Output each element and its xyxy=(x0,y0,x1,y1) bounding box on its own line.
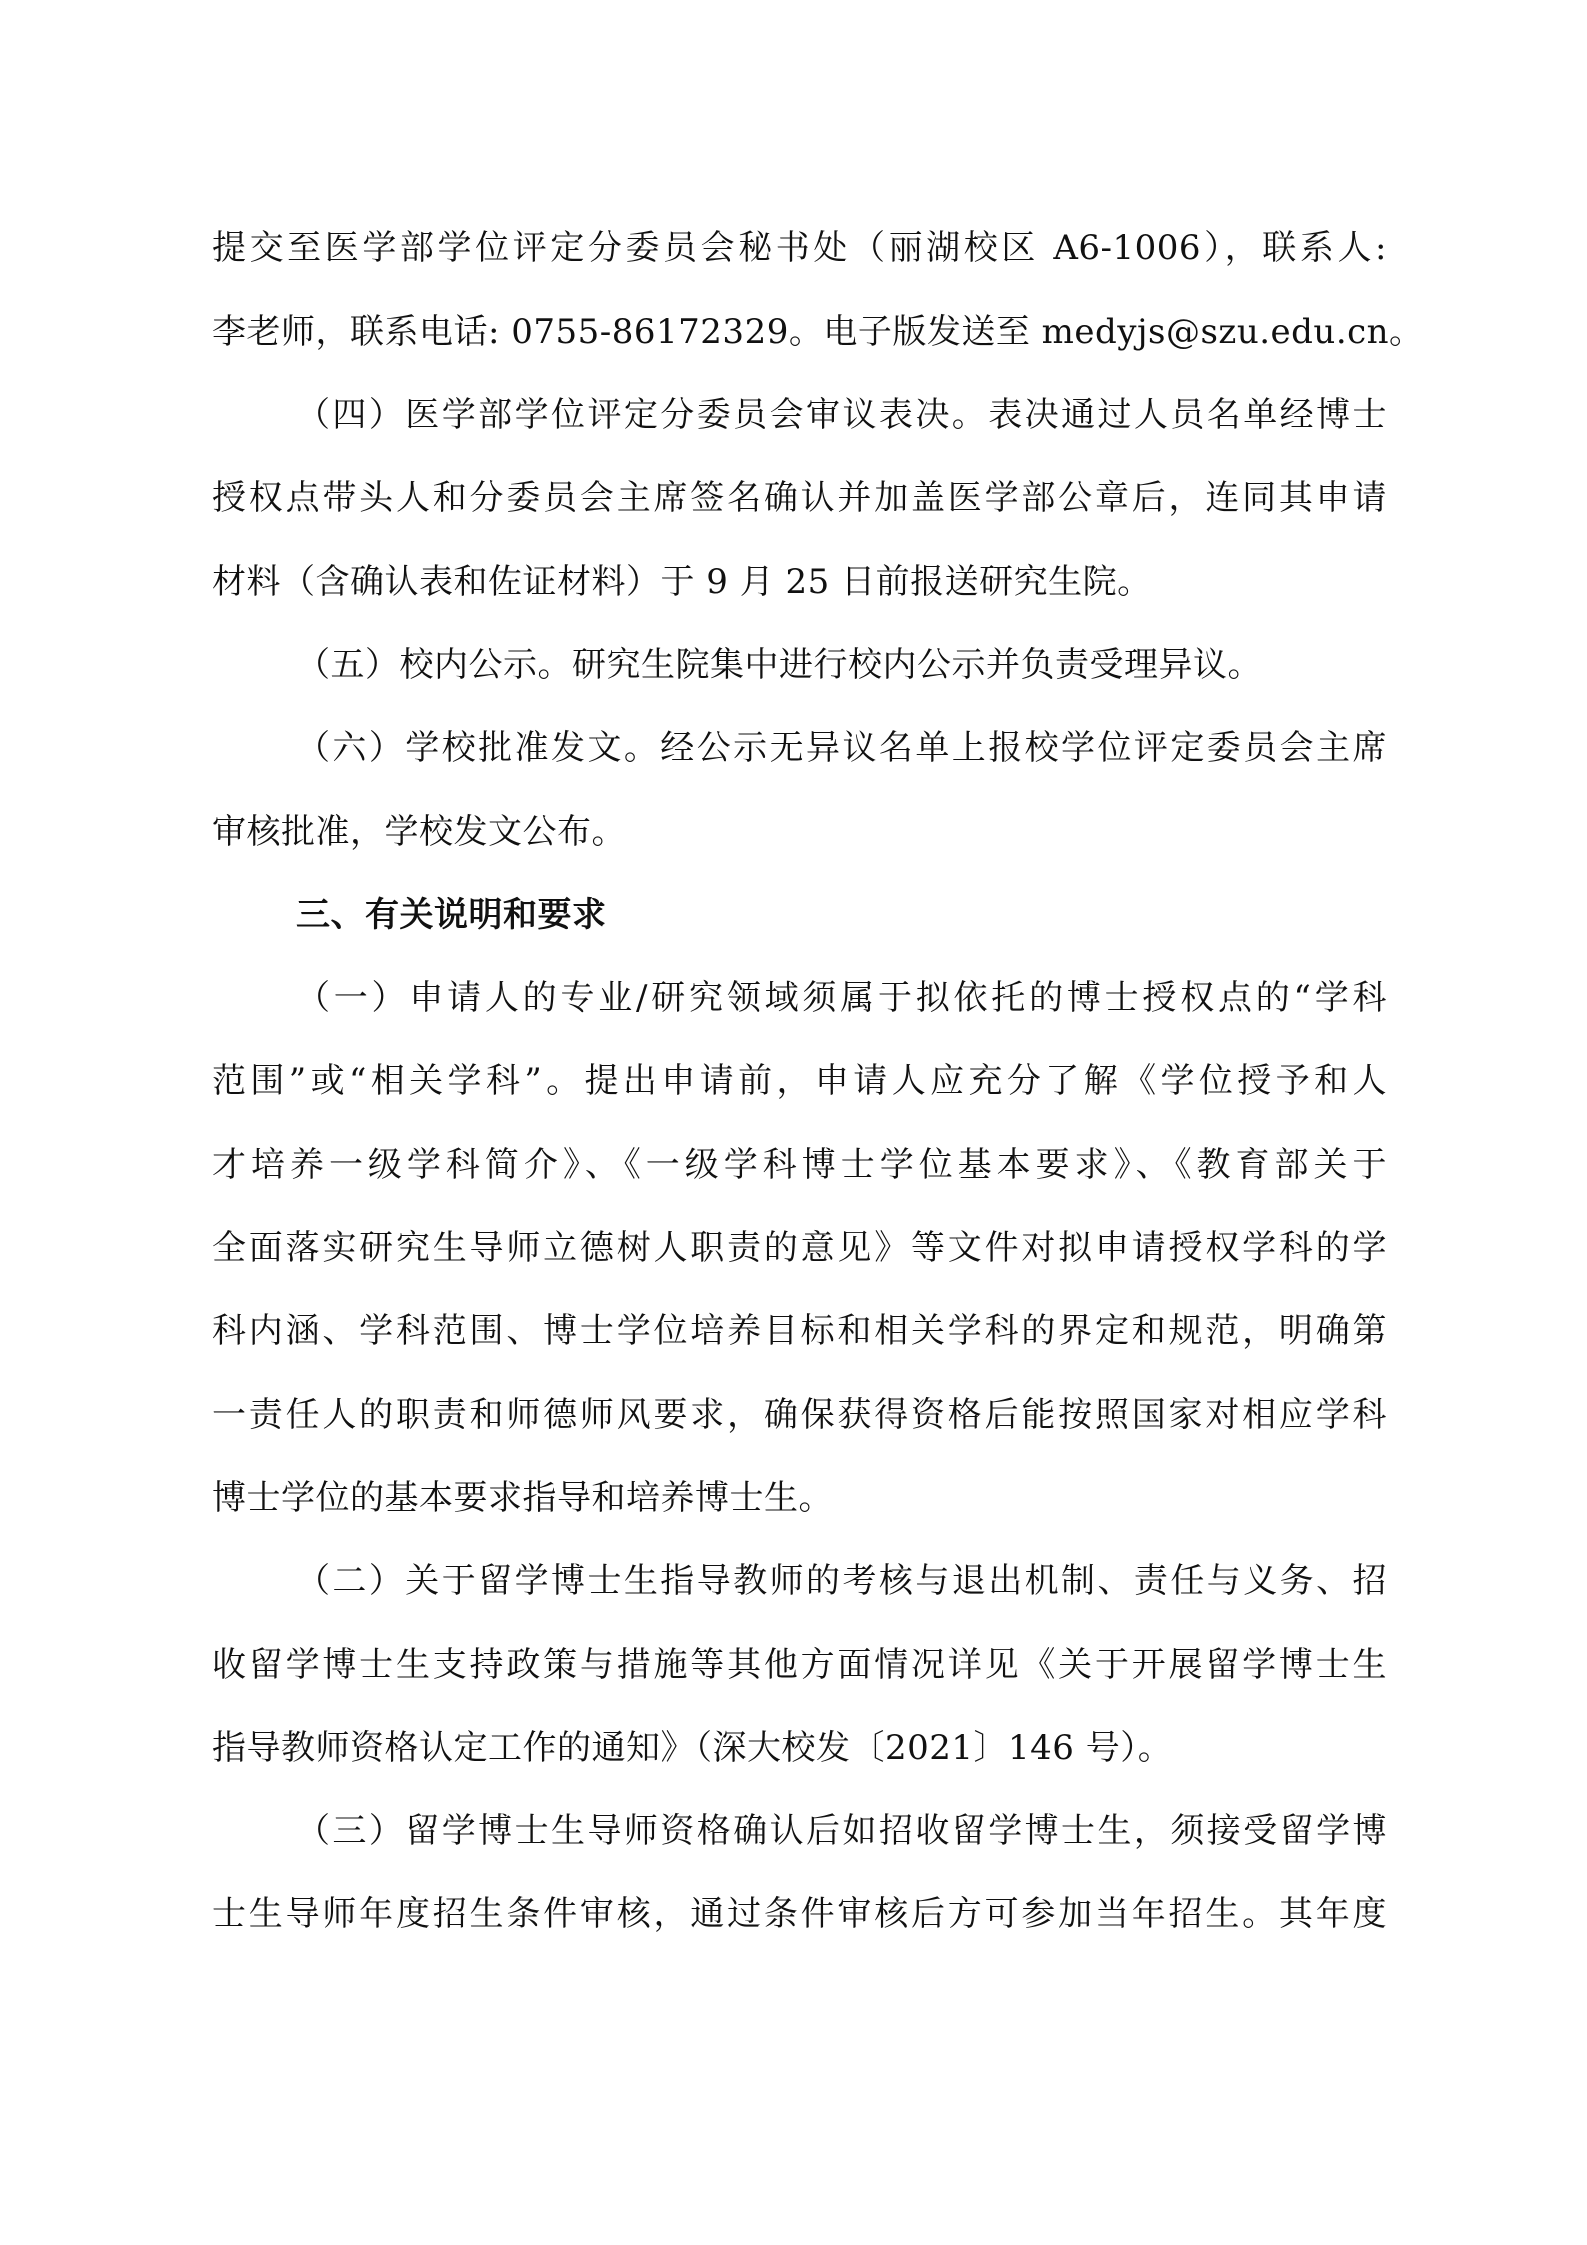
paragraph-line: 才培养一级学科简介》、《一级学科博士学位基本要求》、《教育部关于 xyxy=(212,1145,1387,1185)
paragraph-line: 指导教师资格认定工作的通知》（深大校发〔2021〕146 号）。 xyxy=(212,1728,1173,1768)
paragraph-line: 收留学博士生支持政策与措施等其他方面情况详见《关于开展留学博士生 xyxy=(212,1645,1387,1685)
paragraph-line: 审核批准，学校发文公布。 xyxy=(212,812,626,852)
paragraph-line: 李老师，联系电话: 0755-86172329。电子版发送至 medyjs@szu.edu.cn。 xyxy=(212,312,1424,352)
paragraph-line: 材料（含确认表和佐证材料）于 9 月 25 日前报送研究生院。 xyxy=(212,562,1152,602)
paragraph-line: 博士学位的基本要求指导和培养博士生。 xyxy=(212,1478,833,1518)
paragraph-line: （五）校内公示。研究生院集中进行校内公示并负责受理异议。 xyxy=(296,645,1262,685)
section-heading: 三、有关说明和要求 xyxy=(296,895,607,935)
paragraph-line: （一）申请人的专业/研究领域须属于拟依托的博士授权点的“学科 xyxy=(296,978,1387,1018)
paragraph-line: 一责任人的职责和师德师风要求，确保获得资格后能按照国家对相应学科 xyxy=(212,1395,1387,1435)
paragraph-line: （二）关于留学博士生指导教师的考核与退出机制、责任与义务、招 xyxy=(296,1561,1387,1601)
paragraph-line: 全面落实研究生导师立德树人职责的意见》等文件对拟申请授权学科的学 xyxy=(212,1228,1387,1268)
paragraph-line: （六）学校批准发文。经公示无异议名单上报校学位评定委员会主席 xyxy=(296,728,1387,768)
paragraph-line: 科内涵、学科范围、博士学位培养目标和相关学科的界定和规范，明确第 xyxy=(212,1311,1387,1351)
paragraph-line: （三）留学博士生导师资格确认后如招收留学博士生，须接受留学博 xyxy=(296,1811,1387,1851)
paragraph-line: 授权点带头人和分委员会主席签名确认并加盖医学部公章后，连同其申请 xyxy=(212,478,1387,518)
paragraph-line: 提交至医学部学位评定分委员会秘书处（丽湖校区 A6-1006），联系人: xyxy=(212,228,1387,268)
paragraph-line: 范围”或“相关学科”。提出申请前，申请人应充分了解《学位授予和人 xyxy=(212,1061,1387,1101)
paragraph-line: （四）医学部学位评定分委员会审议表决。表决通过人员名单经博士 xyxy=(296,395,1387,435)
paragraph-line: 士生导师年度招生条件审核，通过条件审核后方可参加当年招生。其年度 xyxy=(212,1894,1387,1934)
